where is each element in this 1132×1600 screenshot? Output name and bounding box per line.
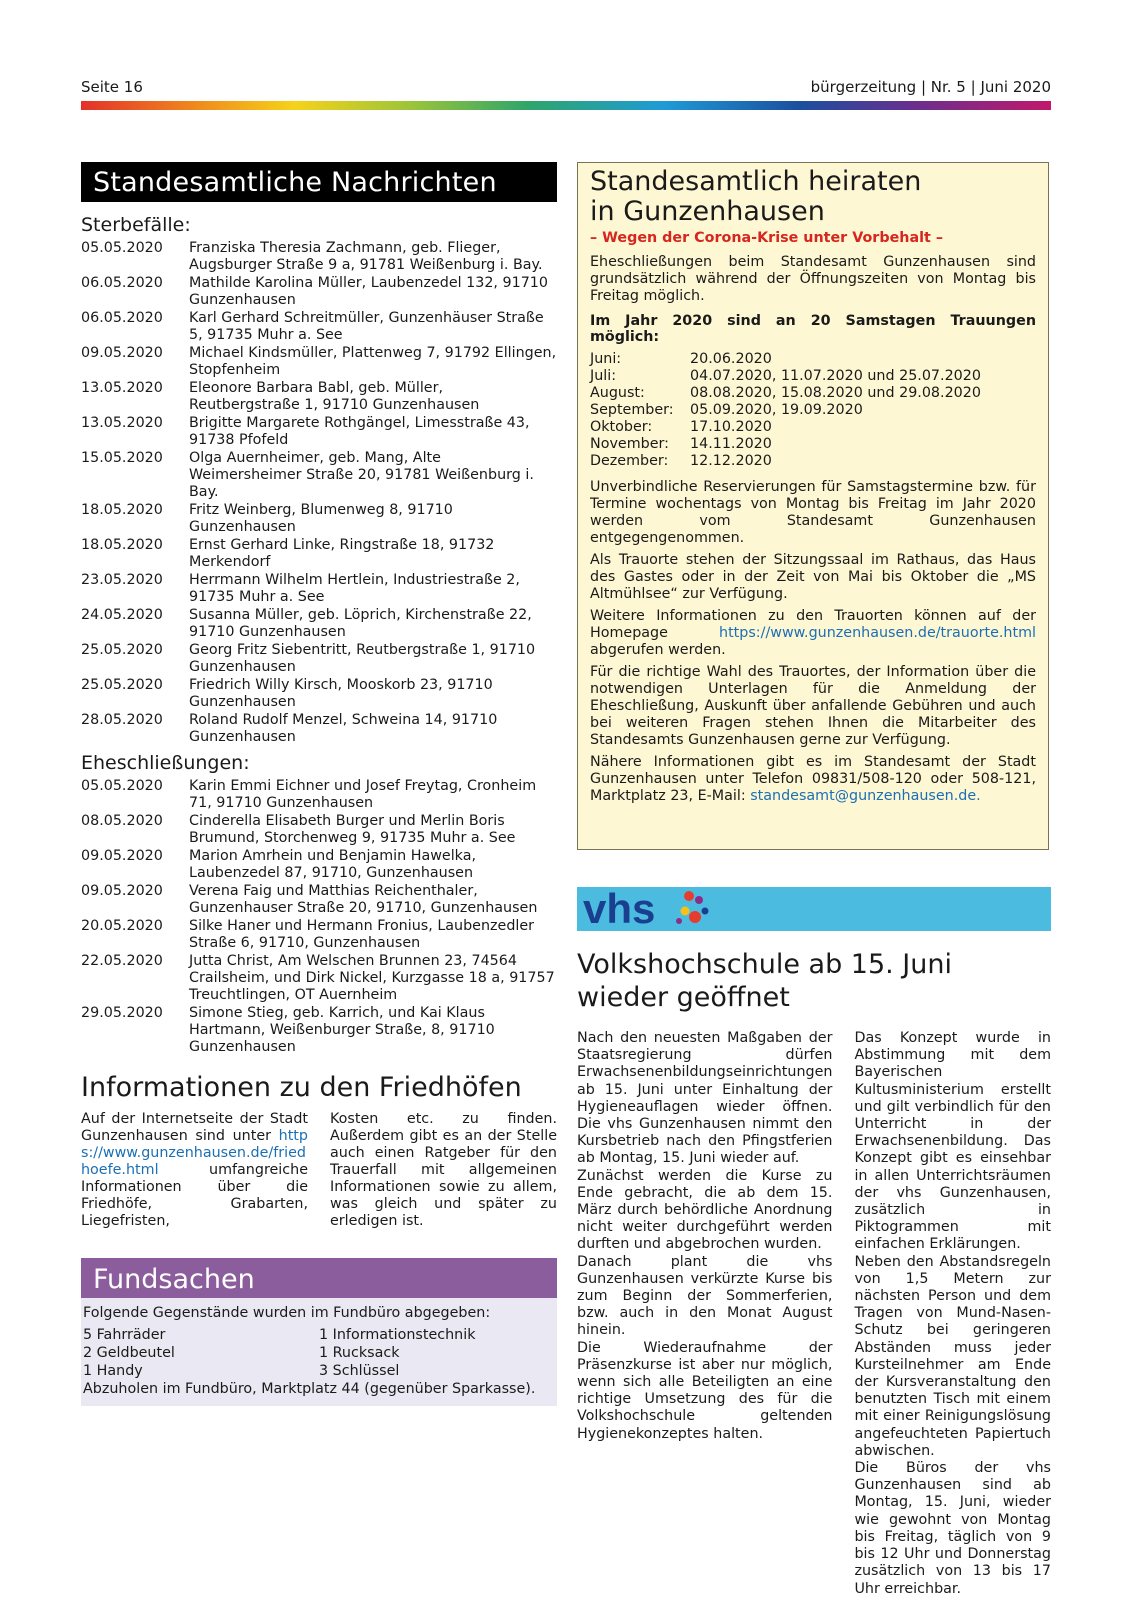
- entry-date: 25.05.2020: [81, 677, 163, 693]
- date-month: August:: [590, 385, 645, 401]
- heiraten-title-2: in Gunzenhausen: [590, 196, 825, 227]
- date-values: 17.10.2020: [690, 419, 772, 435]
- entry-date: 25.05.2020: [81, 642, 163, 658]
- entry-text: Fritz Weinberg, Blumenweg 8, 91710 Gunzenhausen: [189, 502, 453, 535]
- list-item: [81, 848, 557, 882]
- vhs-paragraph: Danach plant die vhs Gunzenhausen verkürzte Kurse bis zum Beginn der Sommerferien, bzw. auch in den Monat August hinein.: [577, 1253, 833, 1339]
- entry-text: Karl Gerhard Schreitmüller, Gunzenhäuser Straße 5, 91735 Muhr a. See: [189, 310, 544, 343]
- list-item: [81, 572, 557, 606]
- entry-text: Brigitte Margarete Rothgängel, Limesstraße 43, 91738 Pfofeld: [189, 415, 530, 448]
- date-row: [590, 453, 1036, 470]
- list-item: [81, 712, 557, 746]
- wedding-dates: [590, 351, 1036, 470]
- entry-date: 24.05.2020: [81, 607, 163, 623]
- fund-item: 1 Rucksack: [319, 1345, 400, 1361]
- heiraten-para5: Nähere Informationen gibt es im Standesamt der Stadt Gunzenhausen unter Telefon 09831/508-120 oder 508-121, Marktplatz 23, E-Mail: standesamt@gunzenhausen.de.: [590, 754, 1036, 804]
- vhs-paragraph: Nach den neuesten Maßgaben der Staatsregierung dürfen Erwachsenenbildungseinrichtungen ab 15. Juni unter Einhaltung der Hygieneauflagen wieder öffnen. Die vhs Gunzenhausen nimmt den Kursbetrieb nach den Pfingstferien ab Montag, 15. Juni wieder auf.: [577, 1030, 833, 1167]
- heiraten-box: [577, 162, 1049, 850]
- trauorte-link[interactable]: https://www.gunzenhausen.de/trauorte.html: [719, 625, 1036, 641]
- heiraten-para2: Als Trauorte stehen der Sitzungssaal im Rathaus, das Haus des Gastes oder in der Zeit von Mai bis Oktober die „MS Altmühlsee“ zur Verfügung.: [590, 552, 1036, 602]
- entry-text: Verena Faig und Matthias Reichenthaler, Gunzenhauser Straße 20, 91710, Gunzenhausen: [189, 883, 538, 916]
- entry-date: 05.05.2020: [81, 778, 163, 794]
- heiraten-para1: Unverbindliche Reservierungen für Samstagstermine bzw. für Termine wochentags von Montag bis Freitag im Jahr 2020 werden vom Standesamt Gunzenhausen entgegengenommen.: [590, 479, 1036, 546]
- list-item: [81, 953, 557, 1004]
- fund-item: 1 Handy: [83, 1363, 143, 1379]
- vhs-text: [577, 1030, 1051, 1598]
- entry-date: 20.05.2020: [81, 918, 163, 934]
- list-item: [81, 415, 557, 449]
- date-row: [590, 385, 1036, 402]
- entry-date: 06.05.2020: [81, 310, 163, 326]
- friedhof-link[interactable]: https://www.gunzenhausen.de/friedhoefe.html: [81, 1128, 308, 1178]
- entry-text: Cinderella Elisabeth Burger und Merlin Boris Brumund, Storchenweg 9, 91735 Muhr a. See: [189, 813, 516, 846]
- date-row: [590, 402, 1036, 419]
- list-item: [81, 310, 557, 344]
- entry-text: Jutta Christ, Am Welschen Brunnen 23, 74564 Crailsheim, und Dirk Nickel, Kurzgasse 18 a, 91757 Treuchtlingen, OT Auernheim: [189, 953, 555, 1003]
- fundsachen-intro: Folgende Gegenstände wurden im Fundbüro abgegeben:: [83, 1305, 491, 1321]
- date-row: [590, 351, 1036, 368]
- date-values: 05.09.2020, 19.09.2020: [690, 402, 863, 418]
- vhs-paragraph: Das Konzept wurde in Abstimmung mit dem Bayerischen Kultusministerium erstellt und gilt verbindlich für den Unterricht in der Erwachsenenbildung. Das Konzept gibt es einsehbar in allen Unterrichtsräumen der vhs Gunzenhausen, zusätzlich in Piktogrammen mit einfachen Erklärungen.: [854, 1030, 1051, 1253]
- date-row: [590, 436, 1036, 453]
- list-item: [81, 450, 557, 501]
- date-values: 12.12.2020: [690, 453, 772, 469]
- list-item: [81, 345, 557, 379]
- vhs-logo-text: vhs: [583, 887, 656, 931]
- page-number: Seite 16: [81, 78, 143, 96]
- deaths-list: [81, 240, 557, 746]
- standesamt-title: Standesamtliche Nachrichten: [81, 162, 557, 202]
- entry-date: 22.05.2020: [81, 953, 163, 969]
- fundsachen-box: [81, 1298, 557, 1406]
- entry-date: 18.05.2020: [81, 502, 163, 518]
- deaths-heading: Sterbefälle:: [81, 214, 191, 236]
- fund-item: 1 Informationstechnik: [319, 1327, 476, 1343]
- list-item: [81, 883, 557, 917]
- heiraten-title-1: Standesamtlich heiraten: [590, 166, 922, 197]
- entry-date: 06.05.2020: [81, 275, 163, 291]
- entry-date: 23.05.2020: [81, 572, 163, 588]
- list-item: [81, 778, 557, 812]
- list-item: [81, 537, 557, 571]
- friedhof-text-col2: Kosten etc. zu finden. Außerdem gibt es an der Stelle auch einen Ratgeber für den Trauerfall mit allgemeinen Informationen sowie zu allem, was gleich und später zu erledigen ist.: [330, 1111, 557, 1229]
- friedhof-title: Informationen zu den Friedhöfen: [81, 1072, 522, 1103]
- vhs-title: Volkshochschule ab 15. Juni wieder geöffnet: [577, 949, 952, 1013]
- fundsachen-items-right: [319, 1326, 555, 1380]
- list-item: [81, 1005, 557, 1056]
- entry-text: Roland Rudolf Menzel, Schweina 14, 91710 Gunzenhausen: [189, 712, 498, 745]
- date-row: [590, 368, 1036, 385]
- vhs-paragraph: Die Wiederaufnahme der Präsenzkurse ist aber nur möglich, wenn sich alle Beteiligten an eine richtige Umsetzung des für die Volkshochschule geltenden Hygienekonzeptes halten.: [577, 1339, 833, 1442]
- entry-text: Franziska Theresia Zachmann, geb. Flieger, Augsburger Straße 9 a, 91781 Weißenburg i. Bay.: [189, 240, 543, 273]
- entry-text: Simone Stieg, geb. Karrich, und Kai Klaus Hartmann, Weißenburger Straße, 8, 91710 Gunzenhausen: [189, 1005, 495, 1055]
- vhs-col2: [854, 1030, 1051, 1598]
- vhs-paragraph: Neben den Abstandsregeln von 1,5 Metern zur nächsten Person und dem Tragen von Mund-Nasen-Schutz bei geringeren Abständen muss jeder Kursteilnehmer am Ende der Kursveranstaltung den benutzten Tisch mit einem mit einer Reinigungslösung angefeuchteten Papiertuch abwischen.: [854, 1253, 1051, 1459]
- list-item: [81, 918, 557, 952]
- entry-date: 15.05.2020: [81, 450, 163, 466]
- vhs-col1: [577, 1030, 832, 1598]
- friedhof-text: [81, 1111, 557, 1230]
- entry-text: Michael Kindsmüller, Plattenweg 7, 91792 Ellingen, Stopfenheim: [189, 345, 557, 378]
- entry-date: 05.05.2020: [81, 240, 163, 256]
- date-values: 20.06.2020: [690, 351, 772, 367]
- entry-text: Karin Emmi Eichner und Josef Freytag, Cronheim 71, 91710 Gunzenhausen: [189, 778, 537, 811]
- entry-text: Georg Fritz Siebentritt, Reutbergstraße 1, 91710 Gunzenhausen: [189, 642, 536, 675]
- date-month: Juli:: [590, 368, 617, 384]
- fundsachen-section: [81, 1258, 557, 1406]
- date-month: Juni:: [590, 351, 622, 367]
- list-item: [81, 380, 557, 414]
- date-values: 04.07.2020, 11.07.2020 und 25.07.2020: [690, 368, 981, 384]
- rainbow-bar: [81, 101, 1051, 110]
- date-values: 08.08.2020, 15.08.2020 und 29.08.2020: [690, 385, 981, 401]
- entry-text: Herrmann Wilhelm Hertlein, Industriestraße 2, 91735 Muhr a. See: [189, 572, 520, 605]
- date-row: [590, 419, 1036, 436]
- marriages-list: [81, 778, 557, 1056]
- entry-date: 18.05.2020: [81, 537, 163, 553]
- entry-text: Silke Haner und Hermann Fronius, Laubenzedler Straße 6, 91710, Gunzenhausen: [189, 918, 535, 951]
- list-item: [81, 275, 557, 309]
- entry-text: Susanna Müller, geb. Löprich, Kirchenstraße 22, 91710 Gunzenhausen: [189, 607, 532, 640]
- friedhof-text-1: Auf der Internetseite der Stadt Gunzenhausen sind unter: [81, 1111, 308, 1144]
- date-values: 14.11.2020: [690, 436, 772, 452]
- heiraten-para4: Für die richtige Wahl des Trauortes, der Information über die notwendigen Unterlagen für die Anmeldung der Eheschließung, Auskunft über anfallende Gebühren und auch bei weiteren Fragen stehen Ihnen die Mitarbeiter des Standesamts Gunzenhausen gerne zur Verfügung.: [590, 664, 1036, 748]
- entry-date: 08.05.2020: [81, 813, 163, 829]
- vhs-paragraph: Die Büros der vhs Gunzenhausen sind ab Montag, 15. Juni, wieder wie gewohnt von Montag bis Freitag, täglich von 9 bis 12 Uhr und Donnerstag zusätzlich von 13 bis 17 Uhr erreichbar.: [854, 1460, 1051, 1597]
- fund-item: 3 Schlüssel: [319, 1363, 400, 1379]
- friedhof-text-2: umfangreiche Informationen über die Friedhöfe, Grabarten, Liegefristen,: [81, 1162, 308, 1229]
- heiraten-subtitle: – Wegen der Corona-Krise unter Vorbehalt –: [590, 230, 943, 246]
- entry-date: 09.05.2020: [81, 883, 163, 899]
- fund-item: 2 Geldbeutel: [83, 1345, 175, 1361]
- entry-date: 28.05.2020: [81, 712, 163, 728]
- fundsachen-title: Fundsachen: [81, 1258, 557, 1298]
- vhs-logo-icon: [581, 887, 741, 931]
- entry-date: 09.05.2020: [81, 848, 163, 864]
- entry-text: Olga Auernheimer, geb. Mang, Alte Weimersheimer Straße 20, 91781 Weißenburg i. Bay.: [189, 450, 534, 500]
- marriages-heading: Eheschließungen:: [81, 752, 250, 774]
- entry-date: 29.05.2020: [81, 1005, 163, 1021]
- date-month: November:: [590, 436, 669, 452]
- entry-text: Marion Amrhein und Benjamin Hawelka, Laubenzedel 87, 91710, Gunzenhausen: [189, 848, 477, 881]
- date-month: Dezember:: [590, 453, 669, 469]
- heiraten-intro: Eheschließungen beim Standesamt Gunzenhausen sind grundsätzlich während der Öffnungszeiten von Montag bis Freitag möglich.: [590, 254, 1036, 304]
- list-item: [81, 677, 557, 711]
- list-item: [81, 642, 557, 676]
- list-item: [81, 240, 557, 274]
- entry-date: 13.05.2020: [81, 415, 163, 431]
- heiraten-bold-heading: Im Jahr 2020 sind an 20 Samstagen Trauungen möglich:: [590, 313, 1036, 345]
- heiraten-para3: Weitere Informationen zu den Trauorten können auf der Homepage https://www.gunzenhausen.de/trauorte.html abgerufen werden.: [590, 608, 1036, 658]
- fundsachen-items-left: [83, 1326, 319, 1380]
- date-month: Oktober:: [590, 419, 653, 435]
- entry-text: Friedrich Willy Kirsch, Mooskorb 23, 91710 Gunzenhausen: [189, 677, 493, 710]
- entry-text: Eleonore Barbara Babl, geb. Müller, Reutbergstraße 1, 91710 Gunzenhausen: [189, 380, 480, 413]
- entry-date: 09.05.2020: [81, 345, 163, 361]
- left-column: [81, 162, 557, 1406]
- list-item: [81, 607, 557, 641]
- entry-date: 13.05.2020: [81, 380, 163, 396]
- list-item: [81, 813, 557, 847]
- entry-text: Ernst Gerhard Linke, Ringstraße 18, 91732 Merkendorf: [189, 537, 495, 570]
- vhs-paragraph: Zunächst werden die Kurse zu Ende gebracht, die ab dem 15. März durch behördliche Anordnung nicht weiter durchgeführt werden durften und abgebrochen wurden.: [577, 1167, 833, 1253]
- list-item: [81, 502, 557, 536]
- fundsachen-footer: Abzuholen im Fundbüro, Marktplatz 44 (gegenüber Sparkasse).: [83, 1381, 536, 1397]
- entry-text: Mathilde Karolina Müller, Laubenzedel 132, 91710 Gunzenhausen: [189, 275, 548, 308]
- fund-item: 5 Fahrräder: [83, 1327, 166, 1343]
- publication-info: bürgerzeitung | Nr. 5 | Juni 2020: [810, 78, 1051, 96]
- vhs-banner: [577, 887, 1051, 931]
- email-link[interactable]: standesamt@gunzenhausen.de.: [750, 788, 981, 804]
- date-month: September:: [590, 402, 674, 418]
